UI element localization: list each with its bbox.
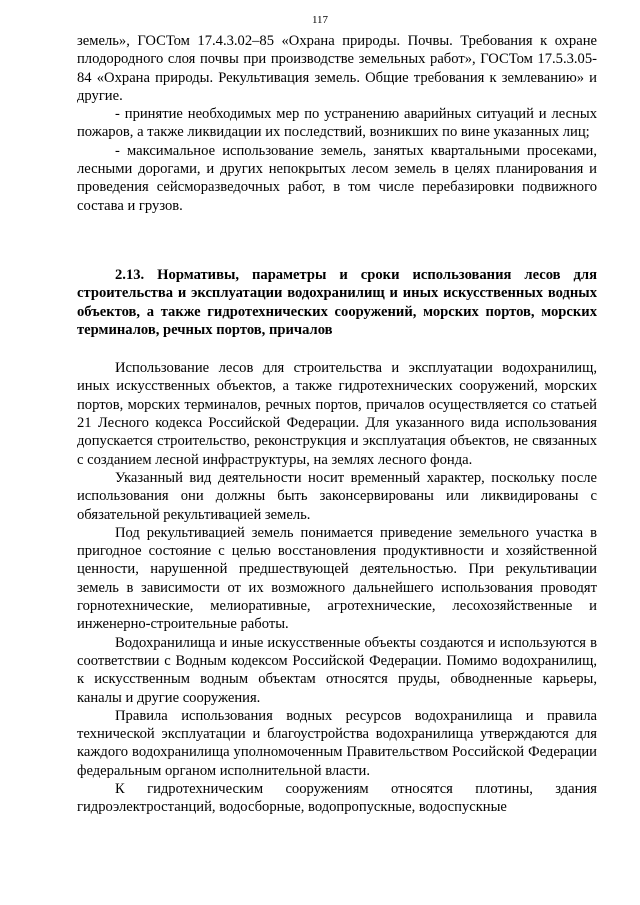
list-item-land-use: - максимальное использование земель, занятых квартальными просеками, лесными дорогами, и других непокрытых лесом земель в целях планирования и проведения сейсморазведочных работ, в том числе перебазировки подвижного состава и грузов. — [77, 142, 597, 214]
section-spacer — [77, 215, 597, 266]
section-heading: 2.13. Нормативы, параметры и сроки использования лесов для строительства и эксплуатации водохранилищ и иных искусственных водных объектов, а также гидротехнических сооружений, морских портов, морских терминалов, речных портов, причалов — [77, 266, 597, 338]
page-content — [77, 32, 597, 817]
paragraph: Правила использования водных ресурсов водохранилища и правила технической эксплуатации и благоустройства водохранилища утверждаются для каждого водохранилища уполномоченным Правительством Российской Федерации федеральным органом исполнительной власти. — [77, 707, 597, 779]
list-item-emergency: - принятие необходимых мер по устранению аварийных ситуаций и лесных пожаров, а также ликвидации их последствий, возникших по вине указанных лиц; — [77, 106, 597, 141]
paragraph: Под рекультивацией земель понимается приведение земельного участка в пригодное состояние с целью восстановления продуктивности и хозяйственной ценности, нарушенной предшествующей деятельностью. При рекультивации земель в зависимости от их возможного дальнейшего использования проводят горнотехнические, мелиоративные, агротехнические, лесохозяйственные и инженерно-строительные работы. — [77, 524, 597, 633]
page-number: 117 — [311, 14, 329, 26]
paragraph: Водохранилища и иные искусственные объекты создаются и используются в соответствии с Водным кодексом Российской Федерации. Помимо водохранилищ, к искусственным водным объектам относятся пруды, обводненные карьеры, каналы и другие сооружения. — [77, 634, 597, 706]
paragraph: К гидротехническим сооружениям относятся плотины, здания гидроэлектростанций, водосборные, водопропускные, водоспускные — [77, 780, 597, 816]
paragraph-continuation: земель», ГОСТом 17.4.3.02–85 «Охрана природы. Почвы. Требования к охране плодородного слоя почвы при производстве земельных работ», ГОСТом 17.5.3.05-84 «Охрана природы. Рекультивация земель. Общие требования к землеванию» и другие. — [77, 33, 597, 104]
paragraph: Использование лесов для строительства и эксплуатации водохранилищ, иных искусственных объектов, а также гидротехнических сооружений, морских портов, морских терминалов, речных портов, причалов осуществляется со статьей 21 Лесного кодекса Российской Федерации. Для указанного вида использования допускается строительство, реконструкция и эксплуатация объектов, не связанных с созданием лесной инфраструктуры, на землях лесного фонда. — [77, 360, 597, 468]
paragraph: Указанный вид деятельности носит временный характер, поскольку после использования они должны быть законсервированы или ликвидированы с обязательной рекультивацией земель. — [77, 469, 597, 523]
